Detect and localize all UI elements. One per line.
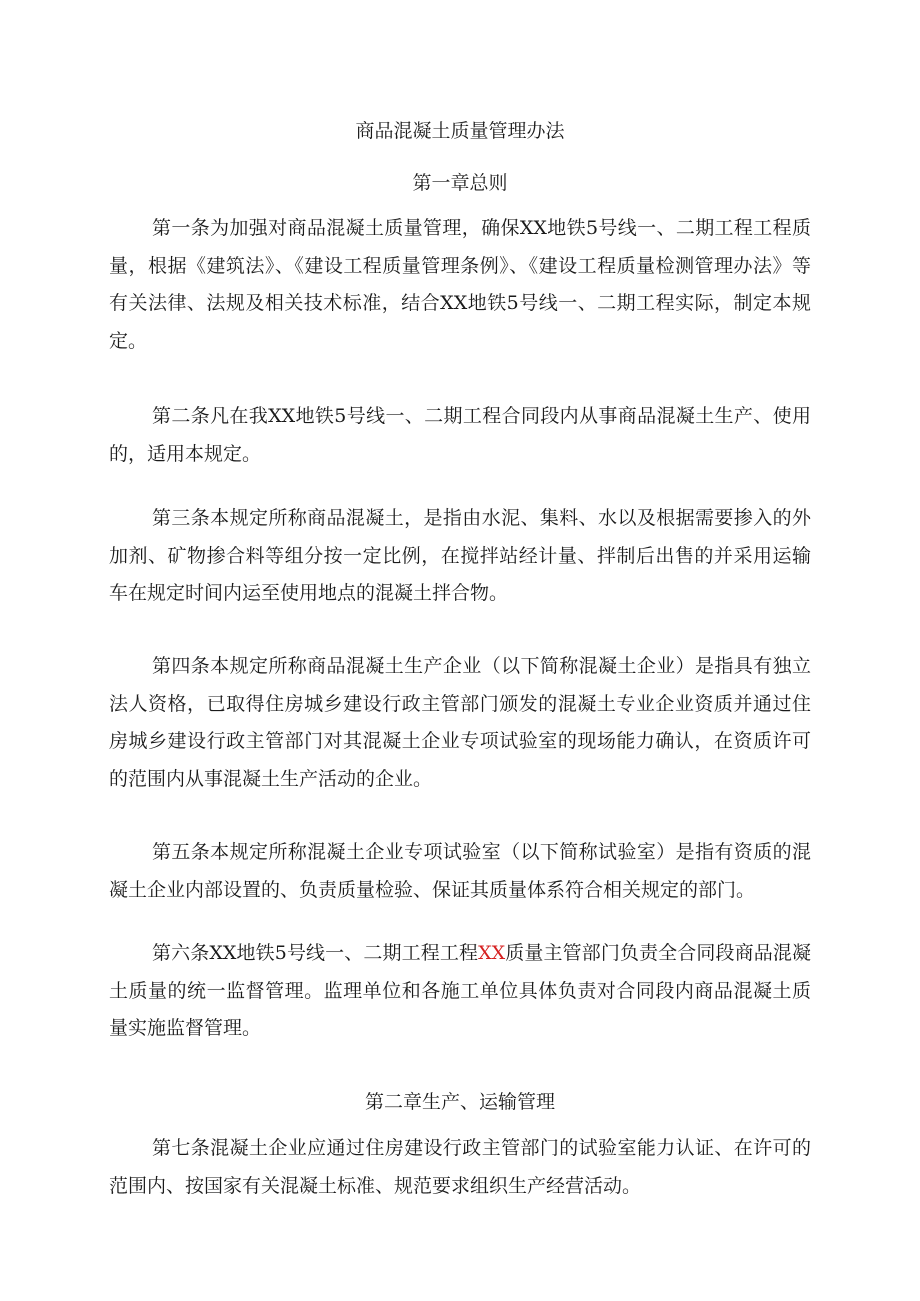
article-6 xyxy=(109,935,811,1048)
article-2: 第二条凡在我XX地铁5号线一、二期工程合同段内从事商品混凝土生产、使用的，适用本规定。 xyxy=(109,405,811,465)
article-6-before: 第六条XX地铁5号线一、二期工程工程 xyxy=(152,942,479,964)
article-1: 第一条为加强对商品混凝土质量管理，确保XX地铁5号线一、二期工程工程质量，根据《建筑法》、《建设工程质量管理条例》、《建设工程质量检测管理办法》等有关法律、法规及相关技术标准，结合XX地铁5号线一、二期工程实际，制定本规定。 xyxy=(109,217,811,352)
chapter-2-heading: 第二章生产、运输管理 xyxy=(364,1091,555,1113)
article-5: 第五条本规定所称混凝土企业专项试验室（以下简称试验室）是指有资质的混凝土企业内部设置的、负责质量检验、保证其质量体系符合相关规定的部门。 xyxy=(109,841,811,901)
article-6-after: 质量主管部门负责全合同段商品混凝土质量的统一监督管理。监理单位和各施工单位具体负责对合同段内商品混凝土质量实施监督管理。 xyxy=(109,942,811,1039)
article-7: 第七条混凝土企业应通过住房建设行政主管部门的试验室能力认证、在许可的范围内、按国家有关混凝土标准、规范要求组织生产经营活动。 xyxy=(109,1137,811,1197)
article-3: 第三条本规定所称商品混凝土，是指由水泥、集料、水以及根据需要掺入的外加剂、矿物掺合料等组分按一定比例，在搅拌站经计量、拌制后出售的并采用运输车在规定时间内运至使用地点的混凝土拌合物。 xyxy=(109,507,811,604)
document-title: 商品混凝土质量管理办法 xyxy=(355,120,565,142)
article-6-highlight: XX xyxy=(478,942,506,964)
article-4: 第四条本规定所称商品混凝土生产企业（以下简称混凝土企业）是指具有独立法人资格，已取得住房城乡建设行政主管部门颁发的混凝土专业企业资质并通过住房城乡建设行政主管部门对其混凝土企业专项试验室的现场能力确认，在资质许可的范围内从事混凝土生产活动的企业。 xyxy=(109,655,811,790)
chapter-1-heading: 第一章总则 xyxy=(412,172,508,194)
